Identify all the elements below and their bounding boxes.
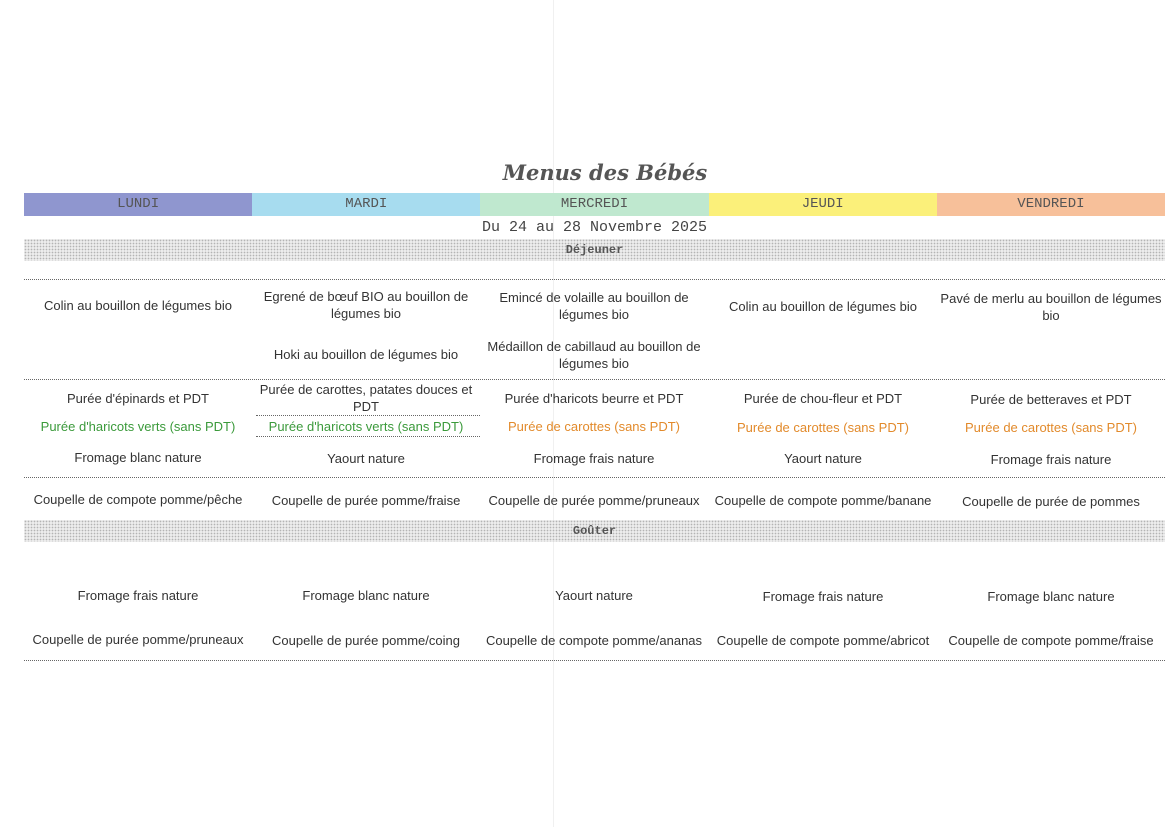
menu-item: Coupelle de compote pomme/abricot: [716, 632, 930, 648]
date-range: Du 24 au 28 Novembre 2025: [481, 219, 708, 236]
menu-item-alt-puree: Purée de carottes (sans PDT): [965, 419, 1137, 435]
menu-item: Coupelle de compote pomme/banane: [714, 492, 932, 508]
menu-item: Coupelle de compote pomme/ananas: [485, 632, 703, 648]
menu-item: Coupelle de purée pomme/coing: [272, 632, 460, 648]
menu-item: Pavé de merlu au bouillon de légumes bio: [940, 291, 1162, 323]
section-label-gouter: Goûter: [572, 524, 617, 538]
menu-item: Coupelle de compote pomme/fraise: [948, 632, 1154, 648]
divider: [24, 379, 1165, 380]
menu-item: [937, 338, 1165, 372]
menu-item: Coupelle de purée de pommes: [962, 493, 1140, 509]
menu-item: Fromage frais nature: [762, 588, 884, 604]
menu-item: Fromage blanc nature: [302, 587, 430, 603]
day-header-thursday: JEUDI: [709, 193, 937, 216]
section-band-dejeuner: [24, 239, 1165, 261]
menu-item: Purée de chou-fleur et PDT: [743, 390, 903, 406]
menu-item-alt-puree: Purée d'haricots verts (sans PDT): [268, 418, 464, 434]
menu-item: Purée d'haricots beurre et PDT: [504, 390, 684, 406]
day-header-tuesday: MARDI: [252, 193, 480, 216]
section-label-dejeuner: Déjeuner: [565, 243, 624, 257]
menu-item-alt-puree: Purée de carottes (sans PDT): [508, 418, 680, 434]
divider: [24, 279, 1165, 280]
day-header-monday: LUNDI: [24, 193, 252, 216]
menu-item-alt-puree: Purée de carottes (sans PDT): [737, 419, 909, 435]
menu-item: [24, 337, 252, 371]
menu-item: Fromage blanc nature: [987, 588, 1115, 604]
divider: [24, 660, 1165, 661]
menu-item: Emincé de volaille au bouillon de légumes bio: [499, 290, 689, 322]
menu-item: Purée de betteraves et PDT: [970, 391, 1132, 407]
menu-item: Purée de carottes, patates douces et PDT: [259, 382, 473, 414]
menu-item: Coupelle de purée pomme/fraise: [271, 492, 461, 508]
menu-item: Coupelle de purée pomme/pruneaux: [488, 492, 700, 508]
menu-item: Purée d'épinards et PDT: [67, 390, 209, 406]
menu-item: Fromage blanc nature: [74, 449, 202, 465]
day-header-bar: [24, 193, 1165, 216]
menu-item: Yaourt nature: [784, 450, 862, 466]
menu-item: Egrené de bœuf BIO au bouillon de légumes bio: [263, 289, 469, 321]
menu-item: Colin au bouillon de légumes bio: [729, 298, 917, 314]
divider: [24, 477, 1165, 478]
menu-item: Yaourt nature: [327, 450, 405, 466]
menu-item: Médaillon de cabillaud au bouillon de légumes bio: [487, 339, 701, 371]
menu-item: Coupelle de purée pomme/pruneaux: [32, 631, 244, 647]
menu-item: Colin au bouillon de légumes bio: [44, 297, 232, 313]
day-header-friday: VENDREDI: [937, 193, 1165, 216]
menu-item: Yaourt nature: [555, 587, 633, 603]
divider: [256, 436, 480, 437]
section-band-gouter: [24, 520, 1165, 542]
menu-item-alt-puree: Purée d'haricots verts (sans PDT): [40, 418, 236, 434]
menu-item: Fromage frais nature: [533, 450, 655, 466]
day-header-wednesday: MERCREDI: [480, 193, 708, 216]
menu-item: Coupelle de compote pomme/pêche: [33, 491, 243, 507]
menu-item: Hoki au bouillon de légumes bio: [273, 346, 459, 362]
menu-item: Fromage frais nature: [77, 587, 199, 603]
menu-item: Fromage frais nature: [990, 451, 1112, 467]
menu-item: [709, 338, 937, 372]
page-title: Menus des Bébés: [502, 160, 708, 185]
